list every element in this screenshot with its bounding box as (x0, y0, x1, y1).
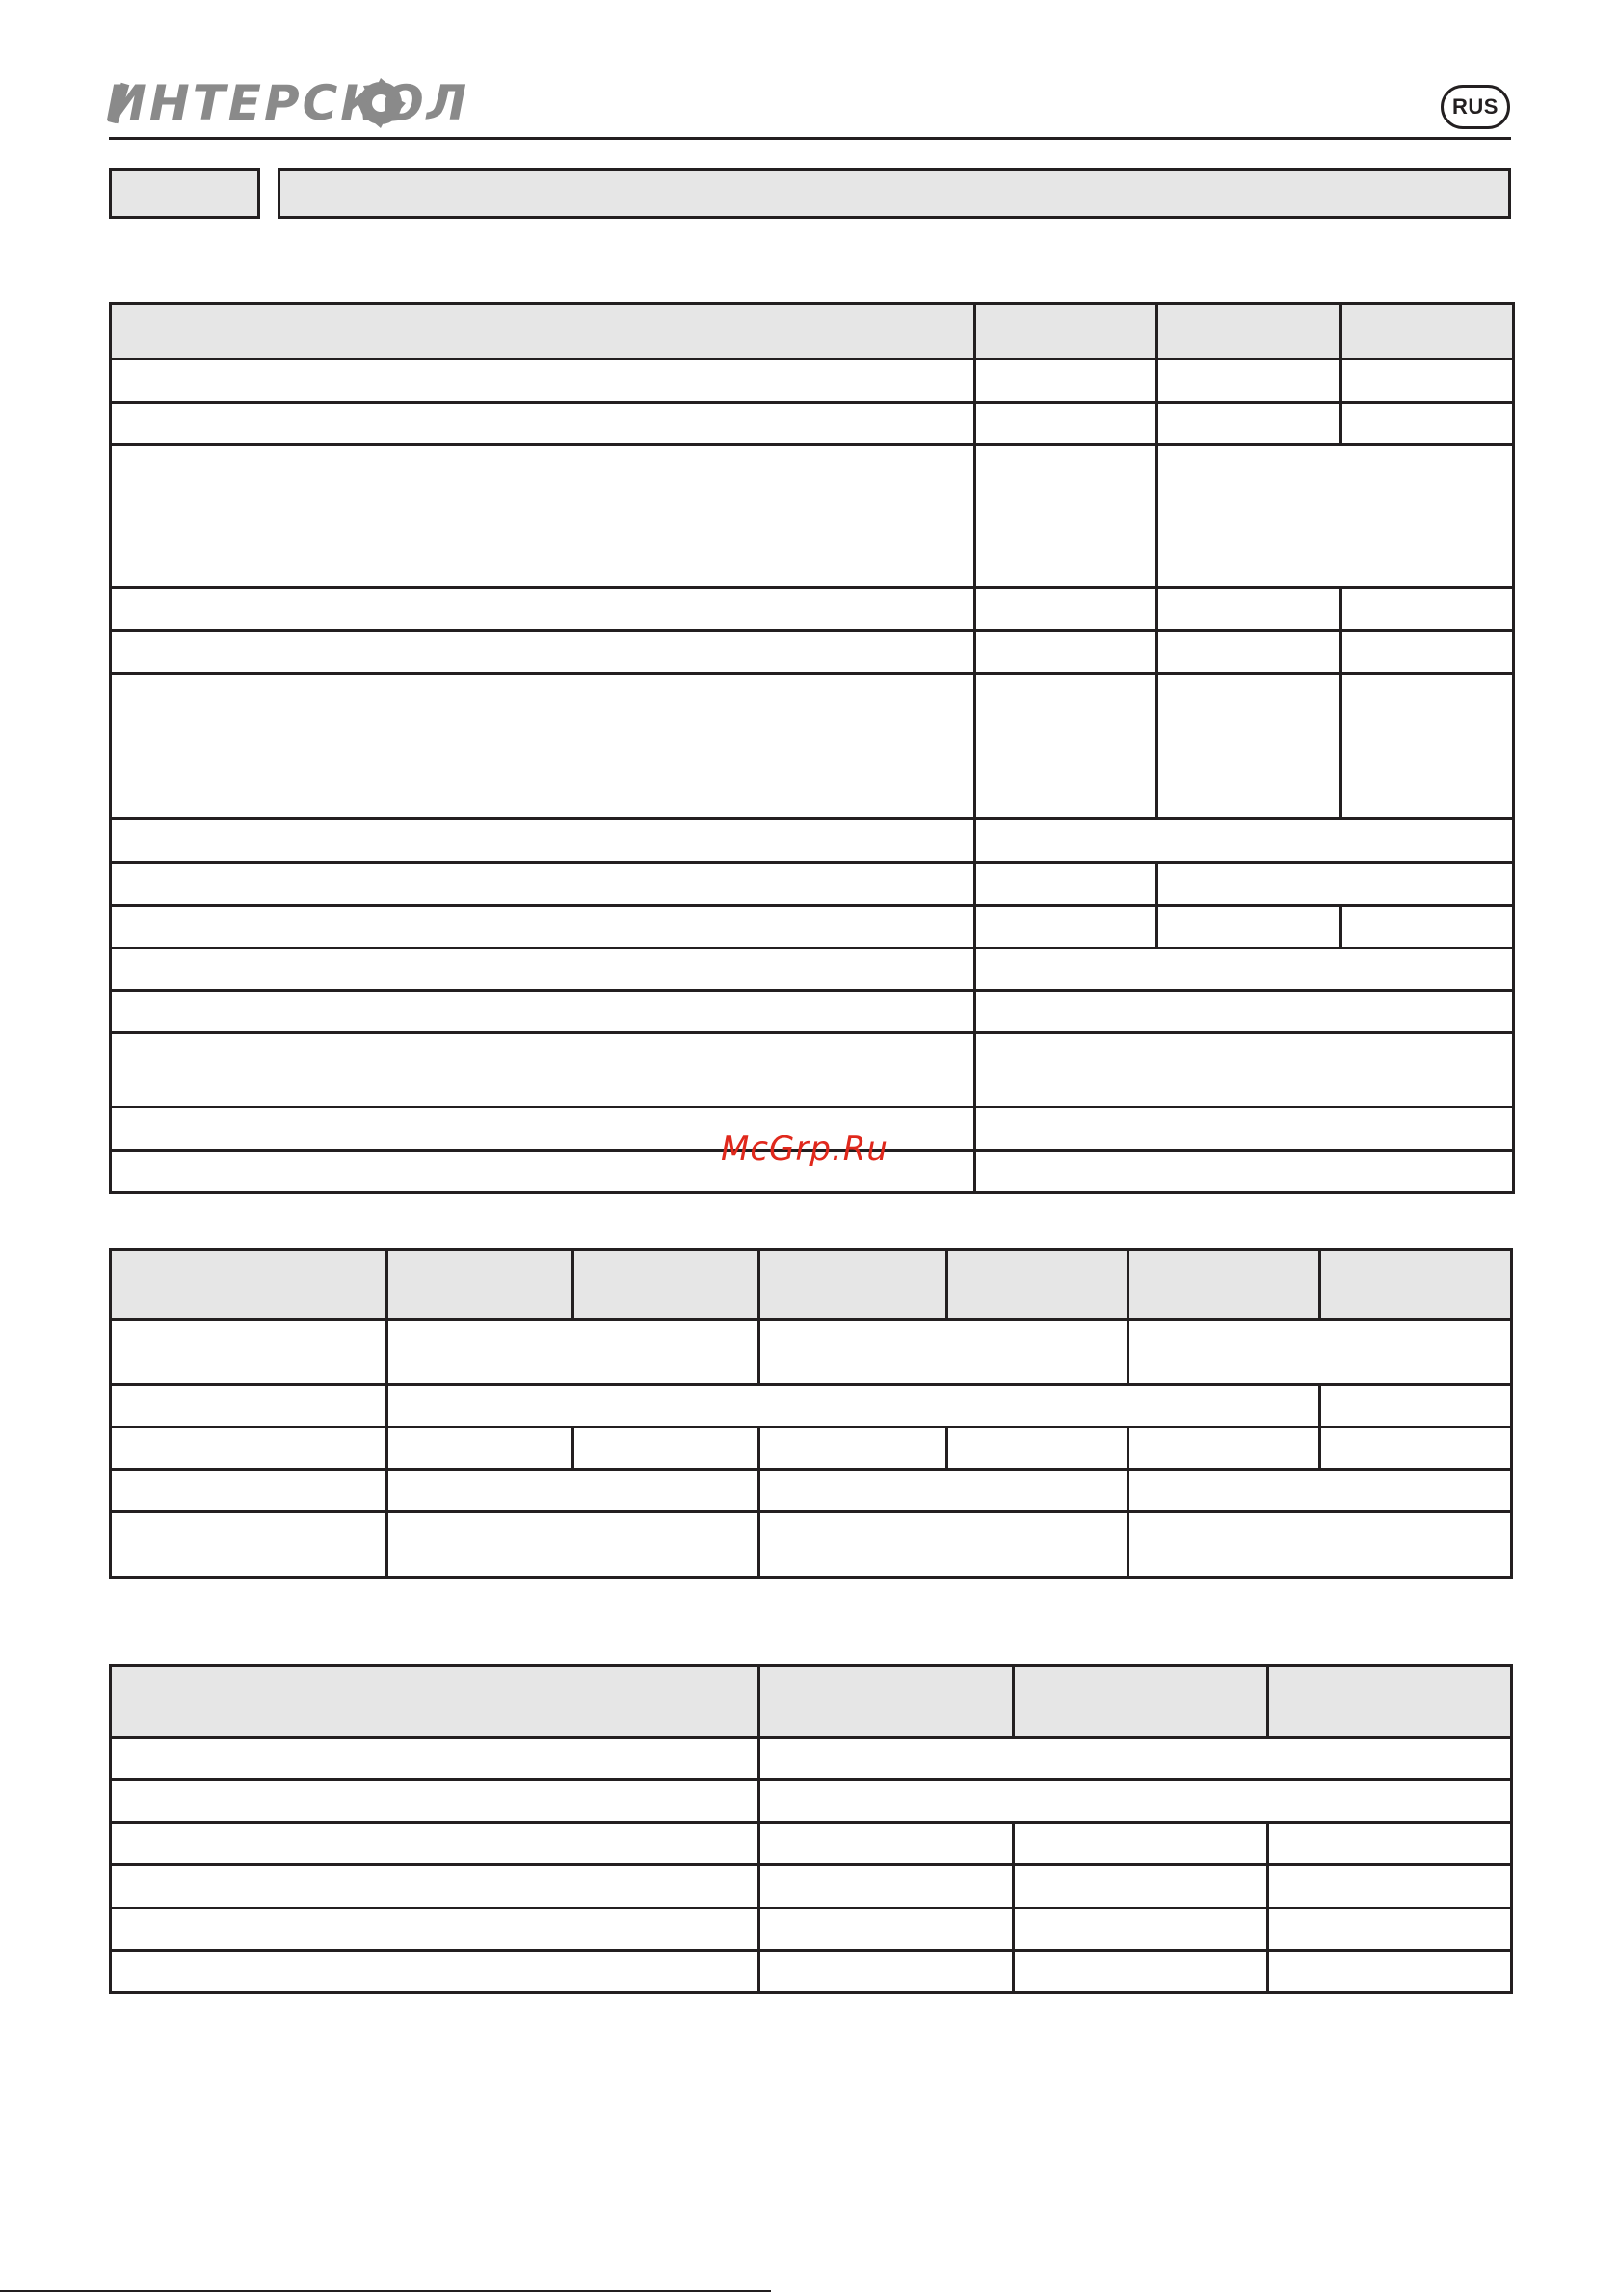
table-row (111, 1909, 1512, 1951)
accessory-table (109, 1664, 1513, 1994)
table-header-row (111, 1250, 1512, 1320)
spec-table (109, 302, 1515, 1194)
table-header-row (111, 304, 1514, 360)
table-row (111, 674, 1514, 819)
table-row (111, 631, 1514, 674)
table-row (111, 403, 1514, 445)
table-row (111, 360, 1514, 403)
table-row (111, 1320, 1512, 1385)
table-row (111, 588, 1514, 631)
brand-name: ИНТЕРСКОЛ (106, 75, 470, 131)
table-row (111, 1823, 1512, 1865)
table-row (111, 1428, 1512, 1470)
language-badge: RUS (1441, 85, 1510, 129)
table-row (111, 1470, 1512, 1512)
table-row (111, 1780, 1512, 1823)
table-row (111, 1951, 1512, 1993)
table-row (111, 863, 1514, 906)
watermark-text: McGrp.Ru (721, 1130, 889, 1168)
table-row (111, 1512, 1512, 1578)
table-row (111, 948, 1514, 991)
header-divider (109, 137, 1511, 140)
model-table (109, 1248, 1513, 1579)
table-row (111, 1738, 1512, 1780)
table-row (111, 991, 1514, 1033)
table-row (111, 1033, 1514, 1108)
section-title-box (278, 168, 1511, 219)
table-row (111, 819, 1514, 863)
footer-divider (0, 2290, 771, 2292)
table-row (111, 1385, 1512, 1428)
table-row (111, 1865, 1512, 1909)
table-header-row (111, 1666, 1512, 1738)
table-row (111, 906, 1514, 948)
section-number-box (109, 168, 260, 219)
table-row (111, 445, 1514, 588)
